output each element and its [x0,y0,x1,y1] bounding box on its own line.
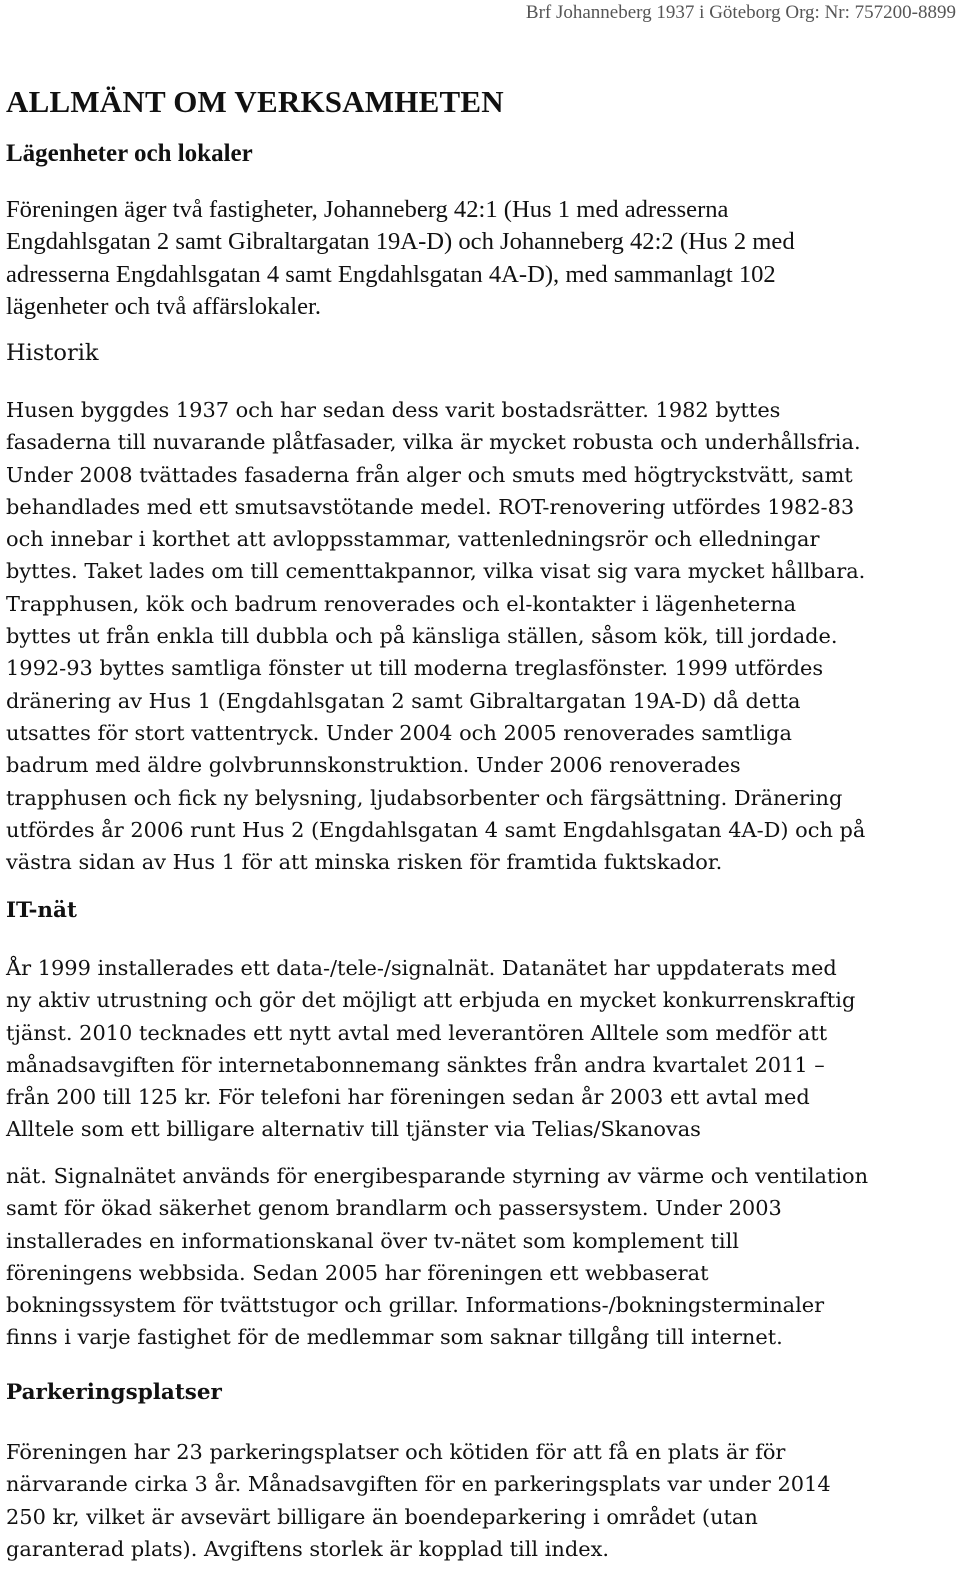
text-line: adresserna Engdahlsgatan 4 samt Engdahlsgatan 4A-D), med sammanlagt 102 [6,260,776,288]
text-line: finns i varje fastighet för de medlemmar som saknar tillgång till internet. [6,1325,783,1350]
text-line: samt för ökad säkerhet genom brandlarm och passersystem. Under 2003 [6,1196,782,1221]
text-line: bokningssystem för tvättstugor och grillar. Informations-/bokningsterminaler [6,1293,825,1318]
text-line: Engdahlsgatan 2 samt Gibraltargatan 19A-D) och Johanneberg 42:2 (Hus 2 med [6,228,795,256]
text-line: närvarande cirka 3 år. Månadsavgiften för en parkeringsplats var under 2014 [6,1472,831,1497]
text-line: garanterad plats). Avgiftens storlek är kopplad till index. [6,1536,610,1561]
text-line: Husen byggdes 1937 och har sedan dess varit bostadsrätter. 1982 byttes [6,398,781,422]
text-line: lägenheter och två affärslokaler. [6,292,322,320]
text-line: Föreningen äger två fastigheter, Johanneberg 42:1 (Hus 1 med adresserna [6,196,729,223]
text-line: och innebar i korthet att avloppsstammar, vattenledningsrör och elledningar [6,527,820,552]
text-line: Föreningen har 23 parkeringsplatser och kötiden för att få en plats är för [6,1440,786,1464]
text-line: månadsavgiften för internetabonnemang sänktes från andra kvartalet 2011 – [6,1052,825,1077]
paragraph-parkering [6,1436,956,1565]
text-line: behandlades med ett smutsavstötande medel. ROT-renovering utfördes 1982-83 [6,494,855,519]
text-line: nät. Signalnätet används för energibesparande styrning av värme och ventilation [6,1164,869,1188]
text-line: Alltele som ett billigare alternativ till tjänster via Telias/Skanovas [6,1117,701,1142]
heading-historik: Historik [6,340,99,366]
text-line: År 1999 installerades ett data-/tele-/signalnät. Datanätet har uppdaterats med [6,956,837,980]
text-line: byttes. Taket lades om till cementtakpannor, vilka visat sig vara mycket hållbara. [6,559,866,584]
paragraph-lagenheter [6,194,956,323]
text-line: installerades en informationskanal över tv-nätet som komplement till [6,1228,739,1253]
text-line: från 200 till 125 kr. För telefoni har föreningen sedan år 2003 ett avtal med [6,1085,810,1110]
paragraph-it-nat-b [6,1160,956,1354]
text-line: dränering av Hus 1 (Engdahlsgatan 2 samt Gibraltargatan 19A-D) då detta [6,688,801,713]
text-line: trapphusen och fick ny belysning, ljudabsorbenter och färgsättning. Dränering [6,785,843,810]
text-line: ny aktiv utrustning och gör det möjligt att erbjuda en mycket konkurrenskraftig [6,988,856,1013]
text-line: Under 2008 tvättades fasaderna från alger och smuts med högtryckstvätt, samt [6,462,853,487]
running-header: Brf Johanneberg 1937 i Göteborg Org: Nr: 757200-8899 [525,2,956,23]
text-line: fasaderna till nuvarande plåtfasader, vilka är mycket robusta och underhållsfria. [6,430,861,455]
text-line: badrum med äldre golvbrunnskonstruktion. Under 2006 renoverades [6,753,741,778]
text-line: tjänst. 2010 tecknades ett nytt avtal med leverantören Alltele som medför att [6,1020,828,1045]
page-title: ALLMÄNT OM VERKSAMHETEN [6,84,504,119]
text-line: utfördes år 2006 runt Hus 2 (Engdahlsgatan 4 samt Engdahlsgatan 4A-D) och på [6,817,866,842]
text-line: föreningens webbsida. Sedan 2005 har föreningen ett webbaserat [6,1260,709,1285]
text-line: utsattes för stort vattentryck. Under 2004 och 2005 renoverades samtliga [6,720,792,745]
paragraph-it-nat-a [6,952,956,1146]
text-line: 250 kr, vilket är avsevärt billigare än boendeparkering i området (utan [6,1504,758,1529]
heading-lagenheter: Lägenheter och lokaler [6,140,253,167]
heading-it-nat: IT-nät [6,898,77,923]
text-line: byttes ut från enkla till dubbla och på känsliga ställen, såsom kök, till jordade. [6,624,838,649]
heading-parkeringsplatser: Parkeringsplatser [6,1380,222,1405]
text-line: 1992-93 byttes samtliga fönster ut till moderna treglasfönster. 1999 utfördes [6,656,824,681]
text-line: Trapphusen, kök och badrum renoverades och el-kontakter i lägenheterna [6,591,797,616]
text-line: västra sidan av Hus 1 för att minska risken för framtida fuktskador. [6,850,723,875]
paragraph-historik [6,394,956,878]
